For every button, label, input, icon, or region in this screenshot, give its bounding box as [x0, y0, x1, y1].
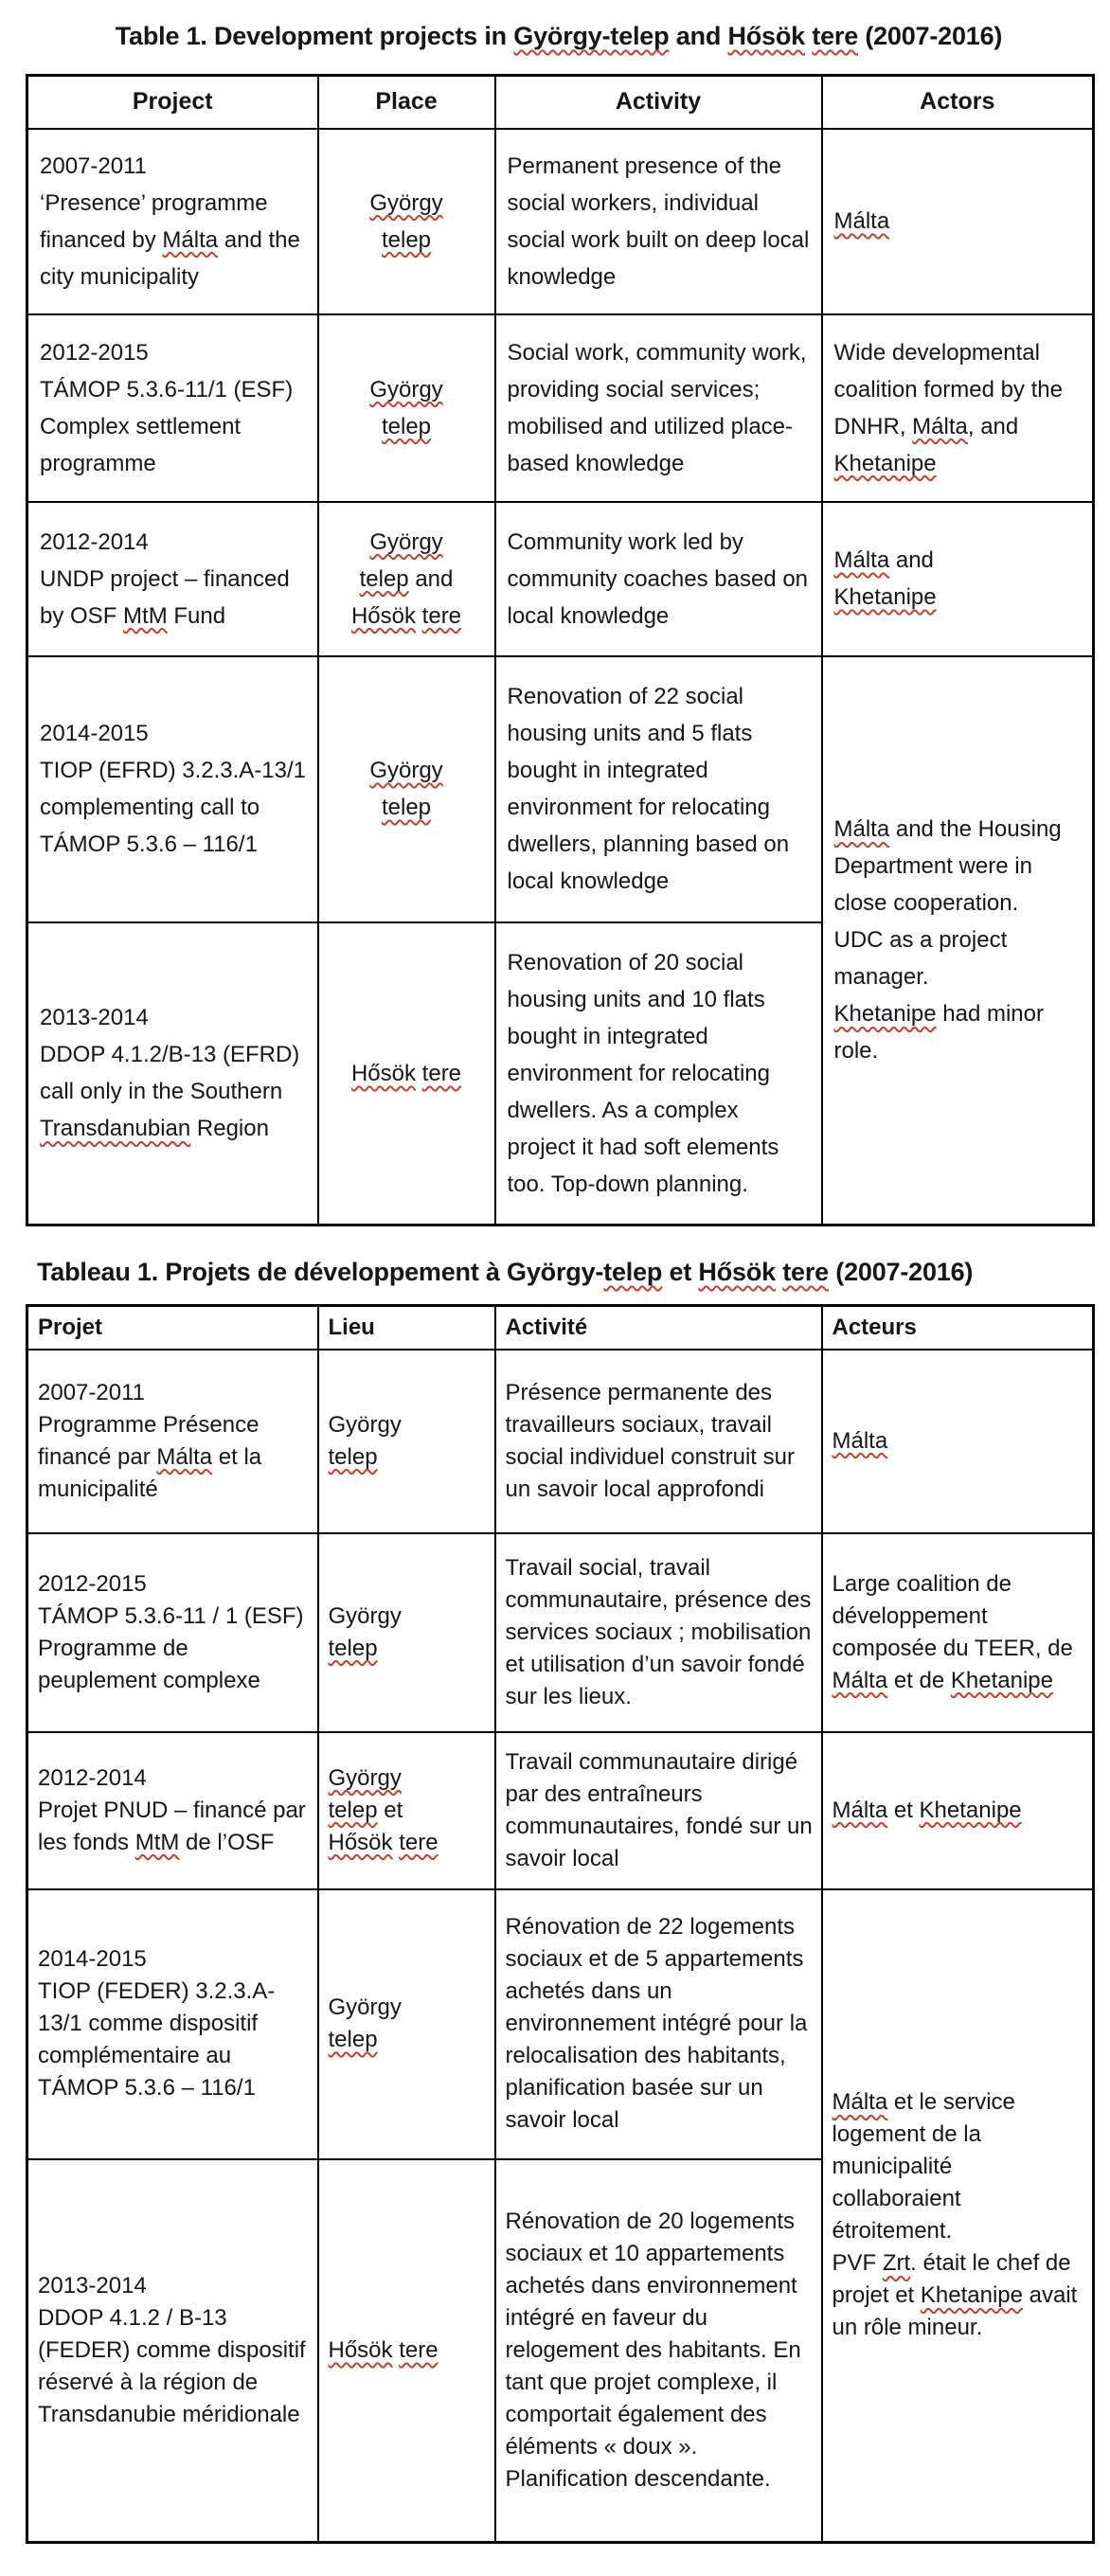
text-segment: Social work, community work, providing social services; mobilised and utilized place-based knowledge [507, 339, 807, 476]
spellcheck-flagged-word: György [369, 376, 443, 402]
t2-r5-activite [495, 2159, 822, 2543]
spellcheck-flagged-word: György-telep [513, 22, 670, 50]
spellcheck-flagged-word: Hősök [328, 2336, 393, 2363]
spellcheck-flagged-word: Málta [833, 816, 890, 843]
spellcheck-flagged-word: György [369, 528, 443, 555]
text-segment: 2014-2015 [40, 721, 149, 746]
text-segment: TIOP (FEDER) 3.2.3.A-13/1 comme dispositif complémentaire au TÁMOP 5.3.6 – 116/1 [38, 1978, 276, 2101]
text-segment: and [669, 22, 728, 50]
text-segment: 2013-2014 [38, 2272, 147, 2299]
t1-r2-place [318, 314, 495, 502]
t1-r5-place [318, 922, 495, 1225]
table2-header-row [27, 1306, 1094, 1350]
t2-r4-projet [27, 1889, 318, 2159]
spellcheck-flagged-word: Khetanipe [833, 1001, 937, 1028]
text-segment: TIOP (EFRD) 3.2.3.A-13/1 complementing call to TÁMOP 5.3.6 – 116/1 [40, 758, 306, 857]
text-segment: DDOP 4.1.2 / B-13 (FEDER) comme dispositif réservé à la région de Transdanubie méridionale [38, 2304, 306, 2427]
spellcheck-flagged-word: György [369, 189, 443, 216]
t2-r5-lieu [318, 2159, 495, 2543]
spellcheck-flagged-word: telep [359, 565, 409, 592]
t2-r2-activite [495, 1533, 822, 1732]
t1-r2-project [27, 314, 318, 502]
t2-r2-projet [27, 1533, 318, 1732]
t1-r5-activity [495, 922, 822, 1225]
text-segment: Fund [167, 602, 226, 629]
text-segment: György [328, 1602, 402, 1629]
spellcheck-flagged-word: Hősök [350, 1060, 416, 1086]
text-segment: UDC as a project manager. [833, 927, 1008, 991]
spellcheck-flagged-word: Khetanipe [919, 1797, 1022, 1823]
spellcheck-flagged-word: telep [328, 1635, 378, 1661]
text-segment: Programme Présence financé par [38, 1411, 260, 1470]
text-segment: Rénovation de 20 logements sociaux et 10 appartements achetés dans environnement intégré en faveur du relogement des habitants. En tant que projet complexe, il comportait également des éléments « doux ». Planification descendante. [505, 2208, 801, 2492]
text-segment: Travail communautaire dirigé par des entraîneurs communautaires, fondé sur un savoir local [505, 1748, 813, 1871]
text-segment: (2007-2016) [829, 1258, 974, 1286]
spellcheck-flagged-word: György [328, 1764, 402, 1791]
t2-r3-activite [495, 1732, 822, 1889]
spellcheck-flagged-word: tere [421, 1060, 462, 1086]
text-segment: György [328, 1995, 402, 2020]
table2-row-pnud [27, 1732, 1094, 1889]
text-segment: and [889, 547, 934, 573]
text-segment: et de [887, 1667, 951, 1693]
t1-r1-actors [822, 129, 1094, 314]
text-segment: Travail social, travail communautaire, présence des services sociaux ; mobilisation et utilisation d’un savoir fondé sur les lieux. [505, 1554, 812, 1709]
t2-r1-activite [495, 1350, 822, 1533]
t2-r2-acteurs [822, 1533, 1094, 1732]
text-segment: had minor role. [833, 1001, 1044, 1064]
t1-r2-activity [495, 314, 822, 502]
spellcheck-flagged-word: Málta [833, 547, 890, 573]
spellcheck-flagged-word: Málta [912, 413, 968, 439]
spellcheck-flagged-word: Málta [833, 208, 890, 234]
spellcheck-flagged-word: Khetanipe [920, 2282, 1023, 2309]
t1-r1-activity [495, 129, 822, 314]
spellcheck-flagged-word: telep [603, 1258, 663, 1286]
text-segment: TÁMOP 5.3.6-11/1 (ESF) Complex settlement programme [40, 376, 294, 476]
text-segment: . était le chef de projet et [832, 2250, 1071, 2309]
spellcheck-flagged-word: telep [328, 2027, 378, 2052]
spellcheck-flagged-word: Khetanipe [833, 584, 937, 610]
t2-r4-lieu [318, 1889, 495, 2159]
table2-row-tamop [27, 1533, 1094, 1732]
text-segment: et [662, 1258, 699, 1286]
text-segment: avait un rôle mineur. [832, 2282, 1078, 2341]
t2-r3-projet [27, 1732, 318, 1889]
spellcheck-flagged-word: Hősök [350, 602, 416, 629]
spellcheck-flagged-word: Málta [162, 226, 219, 253]
table1-row-presence [27, 129, 1094, 314]
table1-header-project: Project [27, 76, 318, 129]
spellcheck-flagged-word: Málta [832, 1667, 888, 1693]
t1-r4r5-actors-merged [822, 656, 1094, 1225]
table1-header-place: Place [318, 76, 495, 129]
spellcheck-flagged-word: Hősök [727, 22, 805, 50]
text-segment: ‘Presence’ programme financed by [40, 189, 268, 253]
table2-header-acteurs: Acteurs [822, 1306, 1094, 1350]
table1-row-tamop [27, 314, 1094, 502]
text-segment: 2012-2014 [40, 528, 149, 555]
t1-r4-place [318, 656, 495, 922]
spellcheck-flagged-word: tere [421, 602, 462, 629]
spellcheck-flagged-word: Zrt [882, 2250, 911, 2277]
text-segment: Rénovation de 22 logements sociaux et de 5 appartements achetés dans un environnement intégré pour la relocalisation des habitants, planification basée sur un savoir local [505, 1914, 808, 2133]
t1-r3-place [318, 502, 495, 656]
spellcheck-flagged-word: György [369, 758, 443, 783]
text-segment: and [408, 565, 454, 592]
text-segment: Region [190, 1116, 269, 1142]
spellcheck-flagged-word: tere [812, 22, 859, 50]
spellcheck-flagged-word: Khetanipe [833, 450, 937, 476]
text-segment: 2013-2014 [40, 1005, 149, 1031]
spellcheck-flagged-word: Khetanipe [950, 1667, 1053, 1693]
table2-row-presence [27, 1350, 1094, 1533]
t2-r1-projet [27, 1350, 318, 1533]
text-segment: et [377, 1797, 403, 1823]
spellcheck-flagged-word: telep [328, 1797, 378, 1823]
text-segment: Tableau 1. Projets de développement à György- [37, 1258, 604, 1286]
text-segment: 2012-2014 [38, 1764, 147, 1791]
table2-header-lieu: Lieu [318, 1306, 495, 1350]
spellcheck-flagged-word: tere [782, 1258, 829, 1286]
text-segment: et [887, 1797, 920, 1823]
t2-r2-lieu [318, 1533, 495, 1732]
spellcheck-flagged-word: Málta [832, 1427, 888, 1454]
spellcheck-flagged-word: telep [381, 413, 432, 439]
table1-header-actors: Actors [822, 76, 1094, 129]
text-segment: Community work led by community coaches based on local knowledge [507, 528, 809, 629]
spellcheck-flagged-word: Málta [156, 1443, 213, 1470]
text-segment: 2014-2015 [38, 1946, 147, 1972]
t1-r5-project [27, 922, 318, 1225]
table2-projets-developpement [26, 1304, 1095, 2544]
text-segment: PVF [832, 2250, 883, 2277]
text-segment: (2007-2016) [858, 22, 1003, 50]
text-segment: Présence permanente des travailleurs sociaux, travail social individuel construit sur un savoir local approfondi [505, 1379, 795, 1502]
spellcheck-flagged-word: Transdanubian [40, 1116, 191, 1142]
t2-r4r5-acteurs-merged [822, 1889, 1094, 2543]
text-segment: TÁMOP 5.3.6-11 / 1 (ESF) Programme de peuplement complexe [38, 1602, 304, 1693]
text-segment: UNDP project – financed by OSF [40, 565, 290, 629]
spellcheck-flagged-word: telep [328, 1443, 378, 1470]
text-segment: Projet PNUD – financé par les fonds [38, 1797, 306, 1855]
t1-r2-actors [822, 314, 1094, 502]
t1-r4-activity [495, 656, 822, 922]
t2-r3-acteurs [822, 1732, 1094, 1889]
table2-header-activite: Activité [495, 1306, 822, 1350]
text-segment: Table 1. Development projects in [115, 22, 514, 50]
spellcheck-flagged-word: Hősök [328, 1829, 393, 1855]
text-segment [416, 603, 422, 629]
text-segment: , and [967, 413, 1019, 439]
t2-r4-activite [495, 1889, 822, 2159]
text-segment: Large coalition de développement composée du TEER, de [832, 1570, 1073, 1661]
table1-row-tiop [27, 656, 1094, 922]
text-segment: Permanent presence of the social workers, individual social work built on deep local knowledge [507, 152, 810, 290]
text-segment: 2007-2011 [40, 152, 147, 179]
text-segment: et le service logement de la municipalité collaboraient étroitement. [832, 2089, 1015, 2245]
spellcheck-flagged-word: Málta [832, 1797, 888, 1823]
text-segment: de l’OSF [179, 1829, 275, 1855]
spellcheck-flagged-word: MtM [134, 1829, 180, 1855]
table2-header-projet: Projet [27, 1306, 318, 1350]
t2-r5-projet [27, 2159, 318, 2543]
t1-r1-project [27, 129, 318, 314]
text-segment: 2007-2011 [38, 1379, 145, 1405]
spellcheck-flagged-word: MtM [123, 602, 168, 629]
table1-development-projects [26, 74, 1095, 1226]
t2-r1-lieu [318, 1350, 495, 1533]
text-segment: and the city municipality [40, 226, 300, 290]
text-segment: and the Housing Department were in close cooperation. [833, 816, 1062, 917]
text-segment: György [328, 1411, 402, 1438]
text-segment: 2012-2015 [38, 1570, 147, 1597]
spellcheck-flagged-word: Málta [832, 2089, 888, 2116]
text-segment: Renovation of 20 social housing units and 10 flats bought in integrated environment for relocating dwellers. As a complex project it had soft elements too. Top-down planning. [507, 949, 779, 1197]
spellcheck-flagged-word: Hősök [698, 1258, 776, 1286]
t2-r3-lieu [318, 1732, 495, 1889]
spellcheck-flagged-word: tere [399, 2336, 439, 2363]
spellcheck-flagged-word: telep [381, 795, 432, 820]
t1-r1-place [318, 129, 495, 314]
t2-r1-acteurs [822, 1350, 1094, 1533]
table1-header-row [27, 76, 1094, 129]
spellcheck-flagged-word: telep [381, 226, 432, 253]
text-segment: Wide developmental coalition formed by the DNHR, [833, 339, 1063, 439]
table1-row-undp [27, 502, 1094, 656]
table1-header-activity: Activity [495, 76, 822, 129]
text-segment: 2012-2015 [40, 339, 149, 366]
text-segment: Renovation of 22 social housing units and 5 flats bought in integrated environment for relocating dwellers, planning based on local knowledge [507, 684, 790, 894]
text-segment: et la municipalité [38, 1443, 262, 1502]
t1-r3-activity [495, 502, 822, 656]
table2-row-tiop [27, 1889, 1094, 2159]
t1-r3-actors [822, 502, 1094, 656]
spellcheck-flagged-word: tere [399, 1829, 439, 1855]
text-segment [416, 1061, 422, 1086]
table1-title [26, 19, 1092, 53]
t1-r4-project [27, 656, 318, 922]
text-segment: DDOP 4.1.2/B-13 (EFRD) call only in the Southern [40, 1042, 300, 1105]
t1-r3-project [27, 502, 318, 656]
table2-title [26, 1255, 1092, 1289]
